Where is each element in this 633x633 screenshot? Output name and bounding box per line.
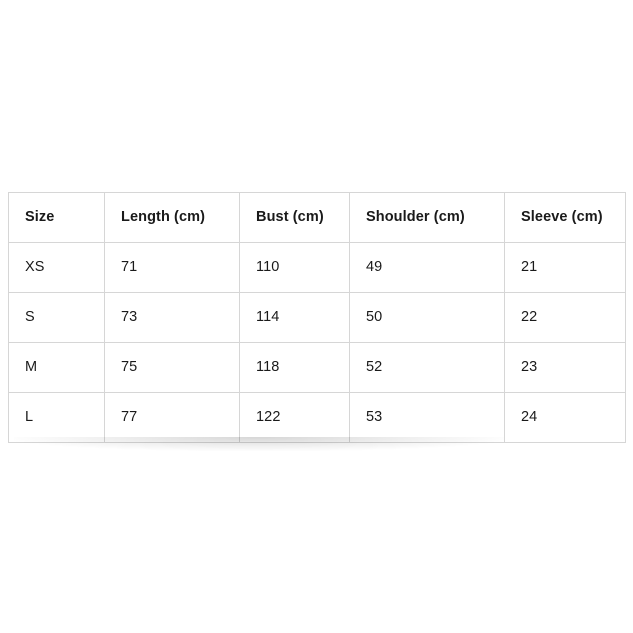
cell-shoulder: 53: [350, 393, 505, 443]
cell-bust: 110: [240, 243, 350, 293]
cell-bust: 114: [240, 293, 350, 343]
table-header: [9, 193, 626, 243]
cell-sleeve: 22: [505, 293, 626, 343]
table-row: [9, 243, 626, 293]
cell-size: S: [9, 293, 105, 343]
cell-shoulder: 52: [350, 343, 505, 393]
cell-length: 77: [105, 393, 240, 443]
cell-length: 71: [105, 243, 240, 293]
column-header-shoulder: Shoulder (cm): [350, 193, 505, 243]
table-row: [9, 343, 626, 393]
column-header-sleeve: Sleeve (cm): [505, 193, 626, 243]
table-row: [9, 293, 626, 343]
cell-size: M: [9, 343, 105, 393]
cell-shoulder: 49: [350, 243, 505, 293]
table-row: [9, 393, 626, 443]
table-body: [9, 243, 626, 443]
cell-shoulder: 50: [350, 293, 505, 343]
cell-size: XS: [9, 243, 105, 293]
cell-size: L: [9, 393, 105, 443]
column-header-bust: Bust (cm): [240, 193, 350, 243]
size-chart-container: [8, 192, 625, 443]
cell-bust: 122: [240, 393, 350, 443]
cell-sleeve: 21: [505, 243, 626, 293]
cell-length: 75: [105, 343, 240, 393]
cell-bust: 118: [240, 343, 350, 393]
table-header-row: [9, 193, 626, 243]
size-chart-table: [8, 192, 626, 443]
cell-sleeve: 24: [505, 393, 626, 443]
cell-length: 73: [105, 293, 240, 343]
cell-sleeve: 23: [505, 343, 626, 393]
column-header-length: Length (cm): [105, 193, 240, 243]
column-header-size: Size: [9, 193, 105, 243]
